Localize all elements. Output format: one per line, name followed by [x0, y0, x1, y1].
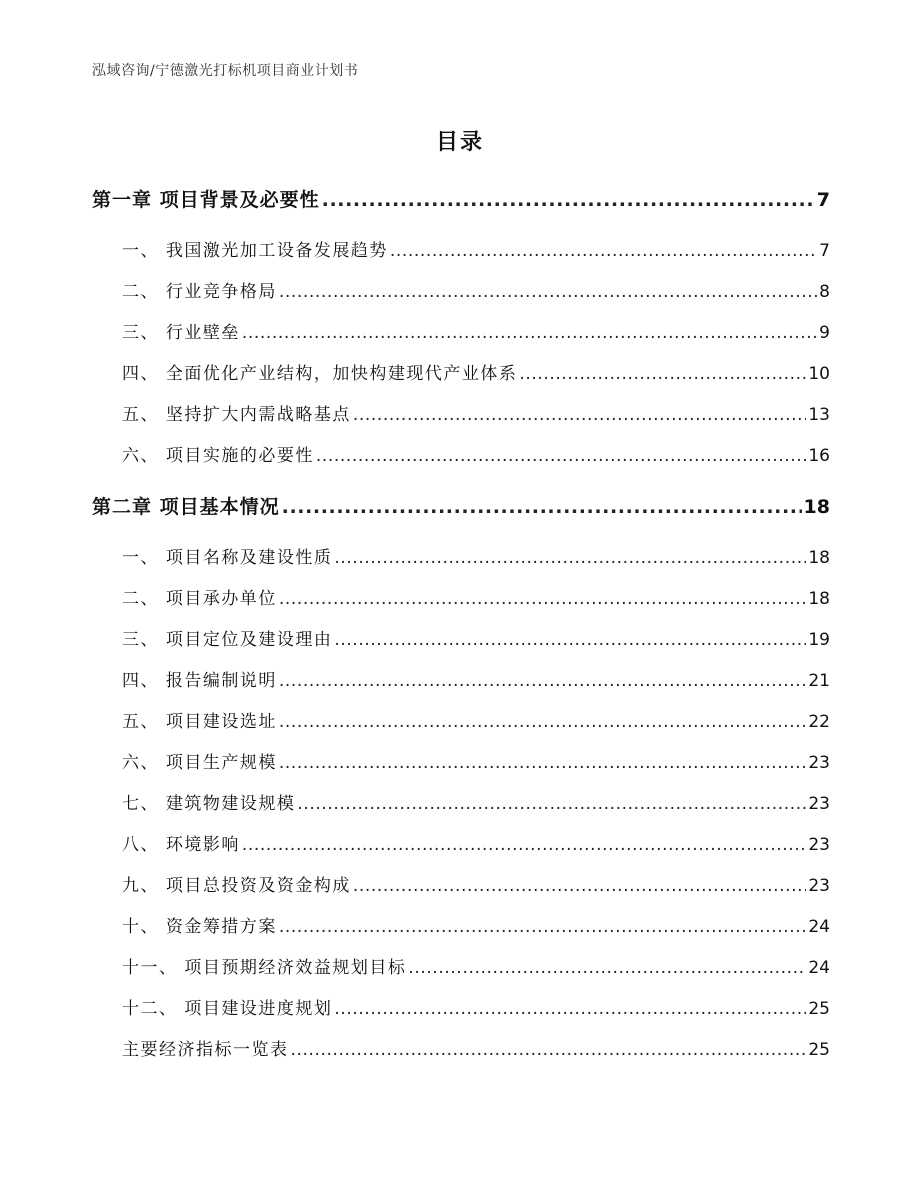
toc-section-entry[interactable] — [92, 272, 830, 313]
toc-entry-label: 二、 项目承办单位 — [122, 589, 277, 609]
toc-section-entry[interactable] — [92, 784, 830, 825]
toc-entry-page-number: 18 — [803, 496, 830, 518]
dot-leader — [390, 231, 817, 272]
toc-entry-label: 五、 项目建设选址 — [122, 712, 277, 732]
toc-entry-label: 第二章 项目基本情况 — [92, 496, 280, 518]
toc-chapter-entry[interactable] — [92, 180, 830, 221]
toc-entry-page-number: 16 — [808, 446, 830, 466]
toc-section-entry[interactable] — [92, 825, 830, 866]
dot-leader — [408, 948, 806, 989]
toc-section-entry[interactable] — [92, 1030, 830, 1071]
dot-leader — [242, 313, 817, 354]
toc-entry-page-number: 10 — [808, 364, 830, 384]
table-of-contents — [92, 180, 830, 1071]
page-header: 泓域咨询/宁德激光打标机项目商业计划书 — [92, 63, 359, 79]
toc-entry-label: 主要经济指标一览表 — [122, 1040, 289, 1060]
toc-entry-page-number: 23 — [808, 794, 830, 814]
toc-section-entry[interactable] — [92, 948, 830, 989]
toc-entry-label: 六、 项目实施的必要性 — [122, 446, 314, 466]
dot-leader — [279, 702, 806, 743]
dot-leader — [353, 866, 806, 907]
toc-entry-page-number: 18 — [808, 589, 830, 609]
dot-leader — [519, 354, 806, 395]
toc-entry-page-number: 23 — [808, 753, 830, 773]
dot-leader — [279, 579, 806, 620]
dot-leader — [322, 180, 815, 221]
dot-leader — [279, 661, 806, 702]
toc-entry-label: 四、 全面优化产业结构，加快构建现代产业体系 — [122, 364, 518, 384]
toc-entry-label: 第一章 项目背景及必要性 — [92, 189, 320, 211]
dot-leader — [297, 784, 806, 825]
toc-entry-label: 一、 我国激光加工设备发展趋势 — [122, 241, 388, 261]
toc-section-entry[interactable] — [92, 579, 830, 620]
toc-section-entry[interactable] — [92, 354, 830, 395]
toc-chapter-entry[interactable] — [92, 487, 830, 528]
toc-entry-label: 三、 行业壁垒 — [122, 323, 240, 343]
toc-entry-page-number: 13 — [808, 405, 830, 425]
toc-entry-page-number: 8 — [819, 282, 830, 302]
toc-entry-page-number: 19 — [808, 630, 830, 650]
toc-entry-label: 六、 项目生产规模 — [122, 753, 277, 773]
toc-entry-label: 四、 报告编制说明 — [122, 671, 277, 691]
dot-leader — [334, 620, 806, 661]
toc-entry-page-number: 24 — [808, 917, 830, 937]
dot-leader — [279, 907, 806, 948]
toc-section-entry[interactable] — [92, 231, 830, 272]
dot-leader — [334, 538, 806, 579]
dot-leader — [279, 743, 806, 784]
toc-entry-label: 七、 建筑物建设规模 — [122, 794, 296, 814]
toc-entry-label: 九、 项目总投资及资金构成 — [122, 876, 351, 896]
toc-title: 目录 — [435, 130, 484, 155]
toc-section-entry[interactable] — [92, 743, 830, 784]
toc-entry-label: 一、 项目名称及建设性质 — [122, 548, 333, 568]
toc-entry-page-number: 25 — [808, 999, 830, 1019]
toc-entry-page-number: 7 — [819, 241, 830, 261]
toc-section-entry[interactable] — [92, 702, 830, 743]
toc-section-entry[interactable] — [92, 907, 830, 948]
toc-section-entry[interactable] — [92, 313, 830, 354]
toc-entry-page-number: 7 — [816, 189, 830, 211]
toc-entry-label: 三、 项目定位及建设理由 — [122, 630, 333, 650]
toc-entry-page-number: 24 — [808, 958, 830, 978]
toc-section-entry[interactable] — [92, 989, 830, 1030]
dot-leader — [334, 989, 806, 1030]
toc-entry-page-number: 25 — [808, 1040, 830, 1060]
dot-leader — [316, 436, 806, 477]
toc-entry-label: 八、 环境影响 — [122, 835, 240, 855]
toc-entry-label: 十一、 项目预期经济效益规划目标 — [122, 958, 407, 978]
dot-leader — [242, 825, 806, 866]
toc-entry-label: 十、 资金筹措方案 — [122, 917, 277, 937]
toc-entry-page-number: 23 — [808, 876, 830, 896]
toc-entry-page-number: 9 — [819, 323, 830, 343]
toc-section-entry[interactable] — [92, 436, 830, 477]
dot-leader — [282, 487, 802, 528]
dot-leader — [291, 1030, 807, 1071]
header-divider — [92, 84, 828, 85]
dot-leader — [279, 272, 817, 313]
toc-section-entry[interactable] — [92, 538, 830, 579]
toc-section-entry[interactable] — [92, 620, 830, 661]
toc-entry-page-number: 21 — [808, 671, 830, 691]
toc-entry-label: 十二、 项目建设进度规划 — [122, 999, 333, 1019]
toc-entry-page-number: 23 — [808, 835, 830, 855]
toc-entry-label: 五、 坚持扩大内需战略基点 — [122, 405, 351, 425]
toc-entry-label: 二、 行业竞争格局 — [122, 282, 277, 302]
toc-section-entry[interactable] — [92, 661, 830, 702]
dot-leader — [353, 395, 806, 436]
toc-section-entry[interactable] — [92, 866, 830, 907]
toc-entry-page-number: 18 — [808, 548, 830, 568]
toc-section-entry[interactable] — [92, 395, 830, 436]
toc-entry-page-number: 22 — [808, 712, 830, 732]
